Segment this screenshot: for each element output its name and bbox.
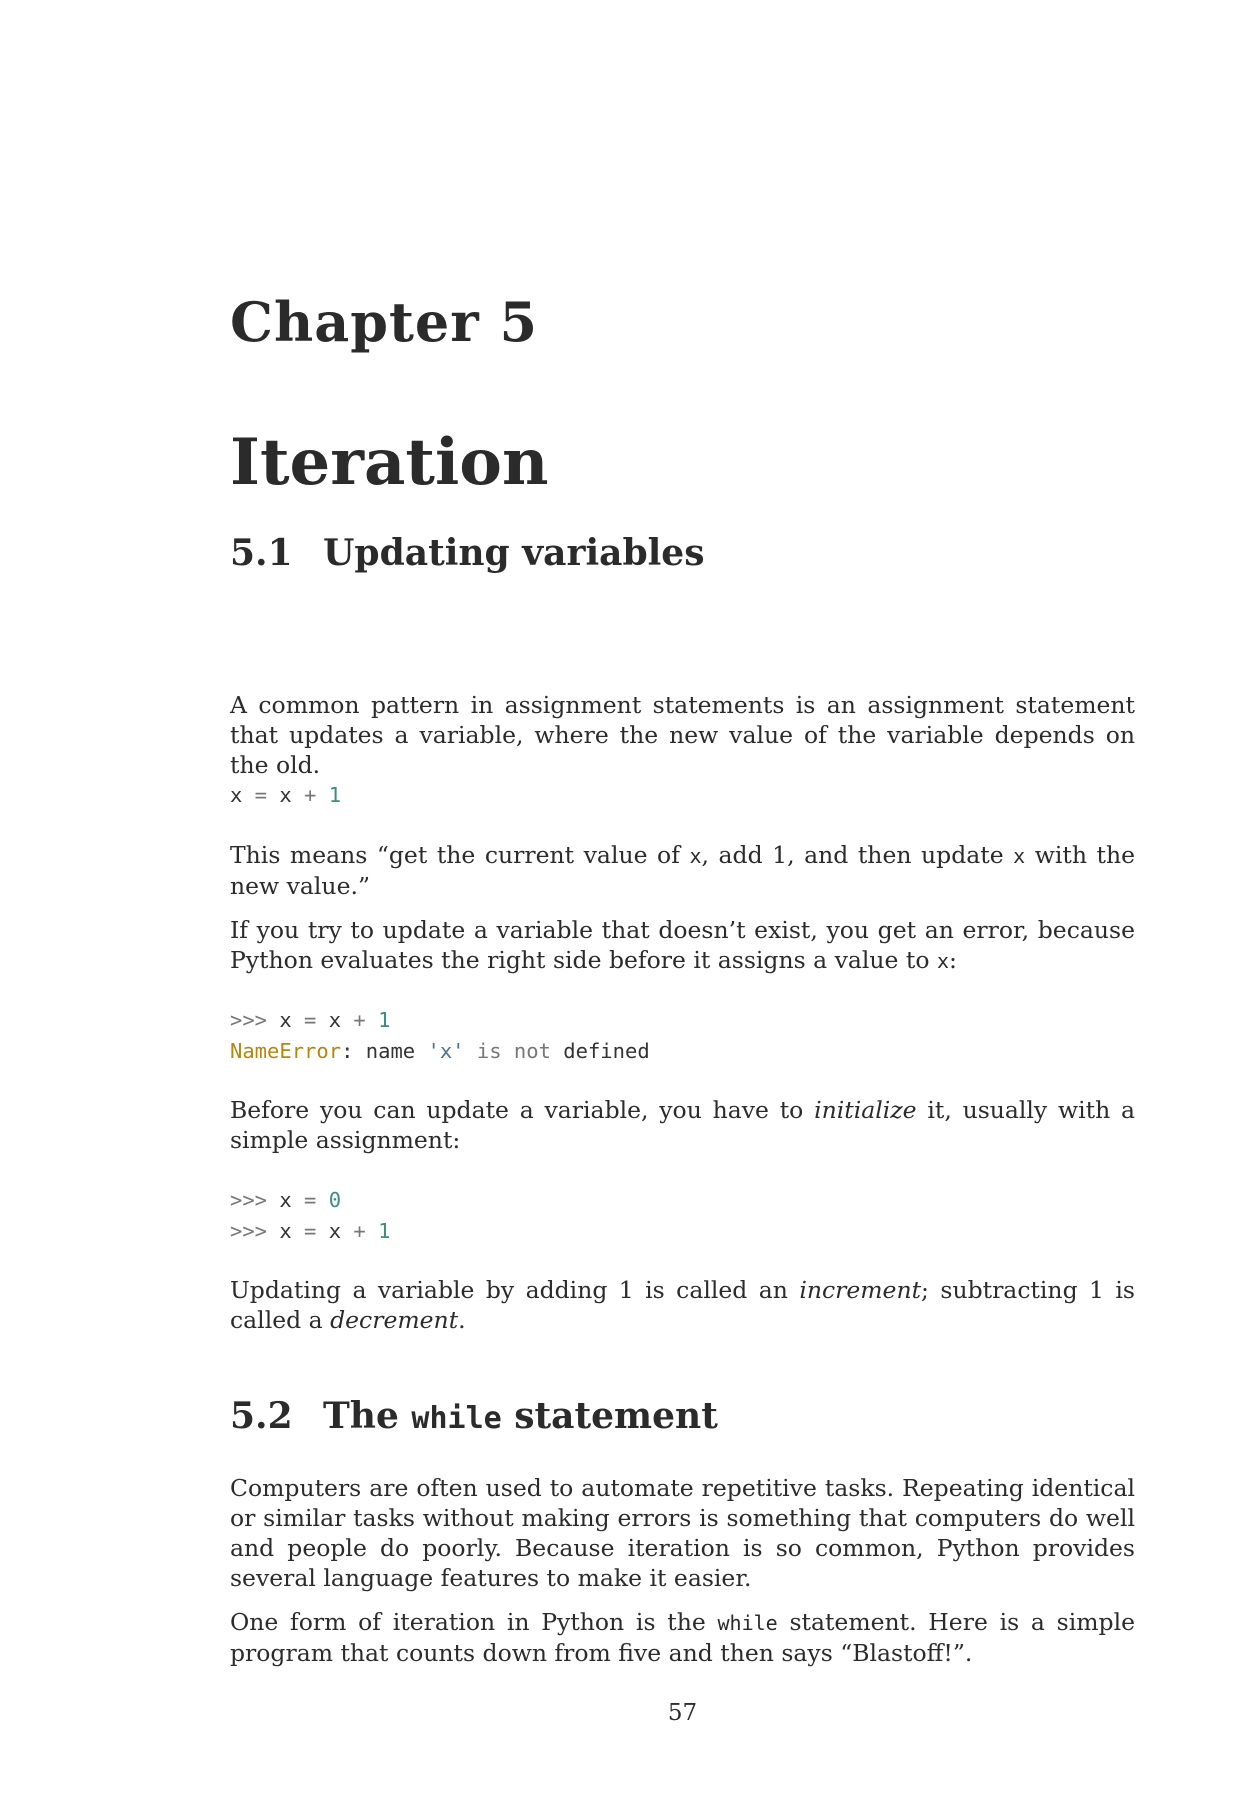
code-token: = xyxy=(291,1219,329,1243)
text-run: it, usually with a simple assignment: xyxy=(230,1096,1135,1154)
text-run: , add 1, and then update xyxy=(701,841,1014,869)
paragraph-computers: Computers are often used to automate repetitive tasks. Repeating identical or similar tasks without making errors is something that computers do well and people do poorly. Because iteration is so common, Python provides several language features to make it easier. xyxy=(230,1474,1135,1592)
section-title-code: while xyxy=(411,1401,502,1436)
chapter-label: Chapter 5 xyxy=(230,290,539,354)
emphasis: increment xyxy=(799,1276,922,1304)
inline-code: while xyxy=(717,1611,778,1635)
text-run: with the new value.” xyxy=(230,841,1136,900)
inline-code: x xyxy=(937,949,950,973)
text-run: : xyxy=(949,946,957,974)
code-token: 1 xyxy=(378,1008,391,1032)
code-token: : name xyxy=(341,1039,428,1063)
emphasis: decrement xyxy=(330,1306,459,1334)
chapter-title: Iteration xyxy=(230,425,549,500)
code-token: x xyxy=(328,1219,342,1243)
code-token: = xyxy=(291,1188,329,1212)
code-block-increment xyxy=(230,780,341,811)
code-token: >>> xyxy=(230,1188,268,1212)
code-block-initialize xyxy=(230,1185,390,1247)
section-title: statement xyxy=(514,1395,718,1437)
code-token: x xyxy=(279,783,292,807)
code-token: x xyxy=(267,1219,292,1243)
code-token: 1 xyxy=(328,783,342,807)
code-token: x xyxy=(267,1008,292,1032)
code-token: = xyxy=(242,783,280,807)
page-number: 57 xyxy=(667,1700,698,1726)
code-block-name-error xyxy=(230,1005,650,1067)
code-token: >>> xyxy=(230,1008,268,1032)
text-run: Before you can update a variable, you have to xyxy=(230,1096,815,1124)
code-token: >>> xyxy=(230,1219,268,1243)
code-token: = xyxy=(291,1008,329,1032)
paragraph-error-explain xyxy=(230,915,1135,976)
code-token: + xyxy=(341,1008,379,1032)
code-token: defined xyxy=(563,1039,650,1063)
code-token: is not xyxy=(464,1039,564,1063)
text-run: statement. Here is a simple program that counts down from five and then says “Blastoff!”. xyxy=(230,1608,1135,1667)
text-run: This means “get the current value of xyxy=(230,841,690,869)
code-token: x xyxy=(267,1188,292,1212)
code-token: x xyxy=(230,783,243,807)
emphasis: initialize xyxy=(814,1096,917,1124)
section-heading-5-2 xyxy=(230,1395,718,1437)
code-token: 1 xyxy=(378,1219,391,1243)
paragraph-means xyxy=(230,840,1135,901)
text-run: If you try to update a variable that doesn’t exist, you get an error, because Python evaluates the right side before it assigns a value to xyxy=(230,916,1135,974)
code-token: + xyxy=(291,783,329,807)
section-number: 5.2 xyxy=(230,1395,293,1437)
code-token: + xyxy=(341,1219,379,1243)
code-token: NameError xyxy=(230,1039,342,1063)
section-title: Updating variables xyxy=(323,532,705,574)
paragraph-while-intro xyxy=(230,1607,1135,1668)
inline-code: x xyxy=(1013,844,1026,868)
text-run: ; subtracting 1 is called a xyxy=(230,1276,1135,1334)
code-token: 0 xyxy=(328,1188,342,1212)
text-run: . xyxy=(458,1306,466,1334)
code-token: 'x' xyxy=(427,1039,465,1063)
text-run: Updating a variable by adding 1 is called an xyxy=(230,1276,800,1304)
inline-code: x xyxy=(689,844,702,868)
section-title: The xyxy=(323,1395,399,1437)
text-run: One form of iteration in Python is the xyxy=(230,1608,718,1636)
paragraph-updating-intro: A common pattern in assignment statements is an assignment statement that updates a variable, where the new value of the variable depends on the old. xyxy=(230,691,1135,779)
code-token: x xyxy=(328,1008,342,1032)
paragraph-increment xyxy=(230,1275,1135,1335)
section-number: 5.1 xyxy=(230,532,293,574)
paragraph-initialize xyxy=(230,1095,1135,1155)
section-heading-5-1 xyxy=(230,532,704,574)
